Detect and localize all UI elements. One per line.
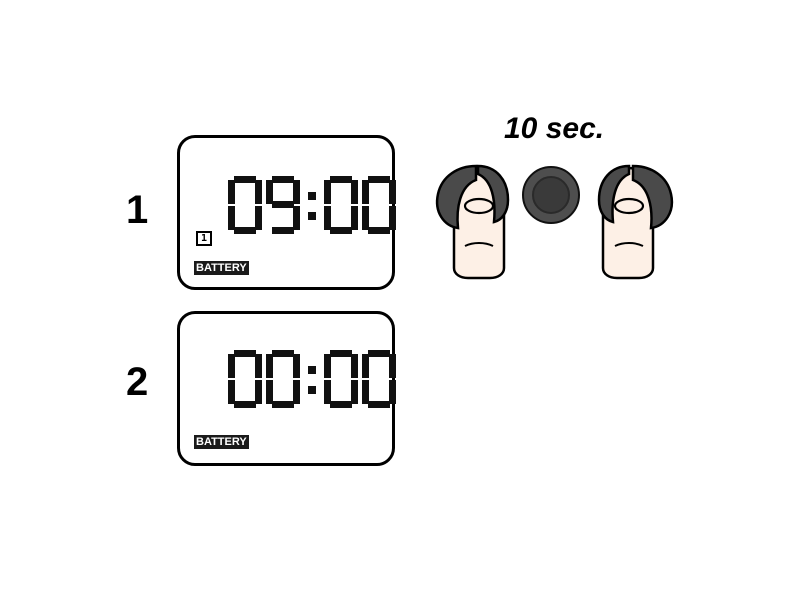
lcd-digit [362,176,396,234]
lcd-colon [304,350,320,408]
hand-pressing-right-icon [585,150,680,280]
battery-badge-step-2: BATTERY [196,436,247,448]
zone-indicator-step-1: 1 [196,231,212,246]
step-number-2: 2 [126,360,149,404]
lcd-digit [324,350,358,408]
duration-caption: 10 sec. [504,112,605,145]
lcd-digit [324,176,358,234]
lcd-digit [228,176,262,234]
battery-badge-step-1: BATTERY [196,262,247,274]
lcd-display-step-1 [228,176,400,234]
hand-pressing-left-icon [432,150,522,280]
lcd-display-step-2 [228,350,400,408]
lcd-digit [228,350,262,408]
lcd-colon [304,176,320,234]
lcd-digit [266,176,300,234]
lcd-digit [266,350,300,408]
dial-knob-center-icon [532,176,570,214]
step-number-1: 1 [126,188,149,232]
lcd-digit [362,350,396,408]
